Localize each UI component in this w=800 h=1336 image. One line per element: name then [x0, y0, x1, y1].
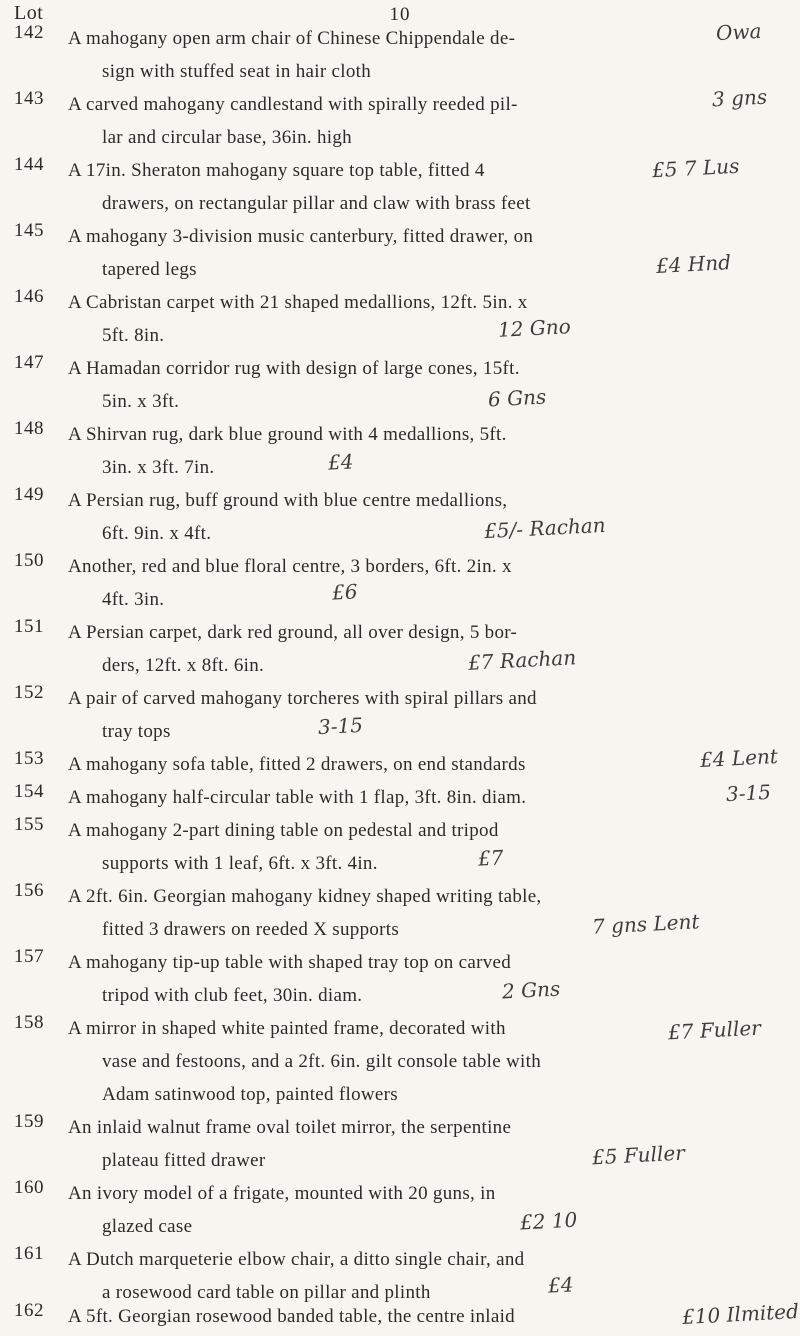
handwritten-annotation: £5 Fuller: [591, 1140, 686, 1170]
handwritten-annotation: £7: [477, 845, 505, 871]
description-line: Adam satinwood top, painted flowers: [102, 1084, 398, 1105]
lot-description: [68, 946, 708, 1012]
lot-number: 149: [14, 484, 44, 505]
handwritten-annotation: £4 Lent: [699, 743, 779, 773]
lot-number: 150: [14, 550, 44, 571]
description-line: A 2ft. 6in. Georgian mahogany kidney shaped writing table,: [68, 886, 542, 907]
page-number: 10: [389, 4, 411, 25]
description-line: A mahogany 3-division music canterbury, fitted drawer, on: [68, 226, 534, 247]
description-line: plateau fitted drawer: [102, 1150, 266, 1171]
lot-number: 148: [14, 418, 44, 439]
description-line: ders, 12ft. x 8ft. 6in.: [102, 655, 265, 676]
description-line: Another, red and blue floral centre, 3 borders, 6ft. 2in. x: [68, 556, 512, 577]
lot-description: [68, 814, 708, 880]
handwritten-annotation: 6 Gns: [487, 384, 547, 412]
handwritten-annotation: £5 7 Lus: [651, 153, 740, 183]
lot-number: 154: [14, 781, 44, 802]
description-line: A Cabristan carpet with 21 shaped medallions, 12ft. 5in. x: [68, 292, 528, 313]
description-line: A mahogany open arm chair of Chinese Chippendale de-: [68, 28, 516, 49]
lot-number: 146: [14, 286, 44, 307]
lot-description: [68, 550, 708, 616]
handwritten-annotation: 2 Gns: [501, 976, 561, 1004]
description-line: A mahogany sofa table, fitted 2 drawers, on end standards: [68, 754, 526, 775]
description-line: 5in. x 3ft.: [102, 391, 180, 412]
handwritten-annotation: £2 10: [519, 1207, 578, 1235]
handwritten-annotation: £10 Ilmited: [681, 1298, 800, 1330]
handwritten-annotation: £7 Fuller: [667, 1015, 762, 1045]
lot-description: [68, 88, 708, 154]
description-line: lar and circular base, 36in. high: [102, 127, 352, 148]
lot-number: 151: [14, 616, 44, 637]
description-line: A mahogany half-circular table with 1 flap, 3ft. 8in. diam.: [68, 787, 527, 808]
description-line: A Shirvan rug, dark blue ground with 4 medallions, 5ft.: [68, 424, 507, 445]
lot-description: [68, 1012, 708, 1111]
description-line: supports with 1 leaf, 6ft. x 3ft. 4in.: [102, 853, 378, 874]
description-line: sign with stuffed seat in hair cloth: [102, 61, 372, 82]
description-line: drawers, on rectangular pillar and claw with brass feet: [102, 193, 531, 214]
description-line: An inlaid walnut frame oval toilet mirror, the serpentine: [68, 1117, 512, 1138]
description-line: tripod with club feet, 30in. diam.: [102, 985, 363, 1006]
lot-description: [68, 418, 708, 484]
description-line: 6ft. 9in. x 4ft.: [102, 523, 212, 544]
lot-number: 144: [14, 154, 44, 175]
description-line: A carved mahogany candlestand with spirally reeded pil-: [68, 94, 518, 115]
lot-description: [68, 682, 708, 748]
handwritten-annotation: £4 Hnd: [655, 250, 732, 278]
lot-number: 156: [14, 880, 44, 901]
description-line: A mahogany 2-part dining table on pedestal and tripod: [68, 820, 499, 841]
description-line: A mahogany tip-up table with shaped tray top on carved: [68, 952, 512, 973]
description-line: A mirror in shaped white painted frame, decorated with: [68, 1018, 506, 1039]
description-line: A pair of carved mahogany torcheres with spiral pillars and: [68, 688, 537, 709]
lot-number: 147: [14, 352, 44, 373]
description-line: A Persian carpet, dark red ground, all over design, 5 bor-: [68, 622, 518, 643]
lot-description: [68, 352, 708, 418]
handwritten-annotation: 3-15: [317, 712, 364, 740]
description-line: a rosewood card table on pillar and plinth: [102, 1282, 431, 1303]
lot-number: 142: [14, 22, 44, 43]
description-line: A 5ft. Georgian rosewood banded table, the centre inlaid: [68, 1306, 515, 1327]
handwritten-annotation: £4: [547, 1272, 575, 1298]
description-line: tray tops: [102, 721, 171, 742]
lot-number: 155: [14, 814, 44, 835]
handwritten-annotation: 3-15: [725, 779, 772, 807]
lot-number: 162: [14, 1300, 44, 1321]
lot-number: 161: [14, 1243, 44, 1264]
description-line: 4ft. 3in.: [102, 589, 165, 610]
description-line: An ivory model of a frigate, mounted with 20 guns, in: [68, 1183, 496, 1204]
description-line: A Dutch marqueterie elbow chair, a ditto single chair, and: [68, 1249, 525, 1270]
handwritten-annotation: £5/- Rachan: [483, 512, 607, 544]
lot-number: 152: [14, 682, 44, 703]
lot-number: 159: [14, 1111, 44, 1132]
lot-number: 160: [14, 1177, 44, 1198]
description-line: glazed case: [102, 1216, 193, 1237]
description-line: 5ft. 8in.: [102, 325, 165, 346]
description-line: fitted 3 drawers on reeded X supports: [102, 919, 400, 940]
lot-description: [68, 781, 708, 814]
handwritten-annotation: £6: [331, 579, 359, 605]
lot-description: [68, 748, 708, 781]
lot-description: [68, 286, 708, 352]
lot-description: [68, 1177, 708, 1243]
handwritten-annotation: £4: [327, 449, 355, 475]
lot-number: 157: [14, 946, 44, 967]
lot-number: 145: [14, 220, 44, 241]
description-line: A 17in. Sheraton mahogany square top table, fitted 4: [68, 160, 485, 181]
description-line: A Persian rug, buff ground with blue centre medallions,: [68, 490, 508, 511]
lot-number: 143: [14, 88, 44, 109]
lot-description: [68, 220, 708, 286]
lot-description: [68, 154, 708, 220]
handwritten-annotation: 7 gns Lent: [591, 909, 700, 939]
lot-number: 153: [14, 748, 44, 769]
lot-description: [68, 1300, 708, 1333]
lot-number: 158: [14, 1012, 44, 1033]
lot-column-header: Lot: [14, 2, 44, 24]
description-line: vase and festoons, and a 2ft. 6in. gilt console table with: [102, 1051, 541, 1072]
description-line: 3in. x 3ft. 7in.: [102, 457, 215, 478]
handwritten-annotation: Owa: [715, 18, 763, 46]
handwritten-annotation: £7 Rachan: [467, 645, 577, 675]
lot-description: [68, 616, 708, 682]
handwritten-annotation: 3 gns: [711, 84, 768, 112]
description-line: tapered legs: [102, 259, 197, 280]
lot-description: [68, 22, 708, 88]
handwritten-annotation: 12 Gno: [497, 314, 572, 342]
description-line: A Hamadan corridor rug with design of large cones, 15ft.: [68, 358, 520, 379]
lot-description: [68, 484, 708, 550]
